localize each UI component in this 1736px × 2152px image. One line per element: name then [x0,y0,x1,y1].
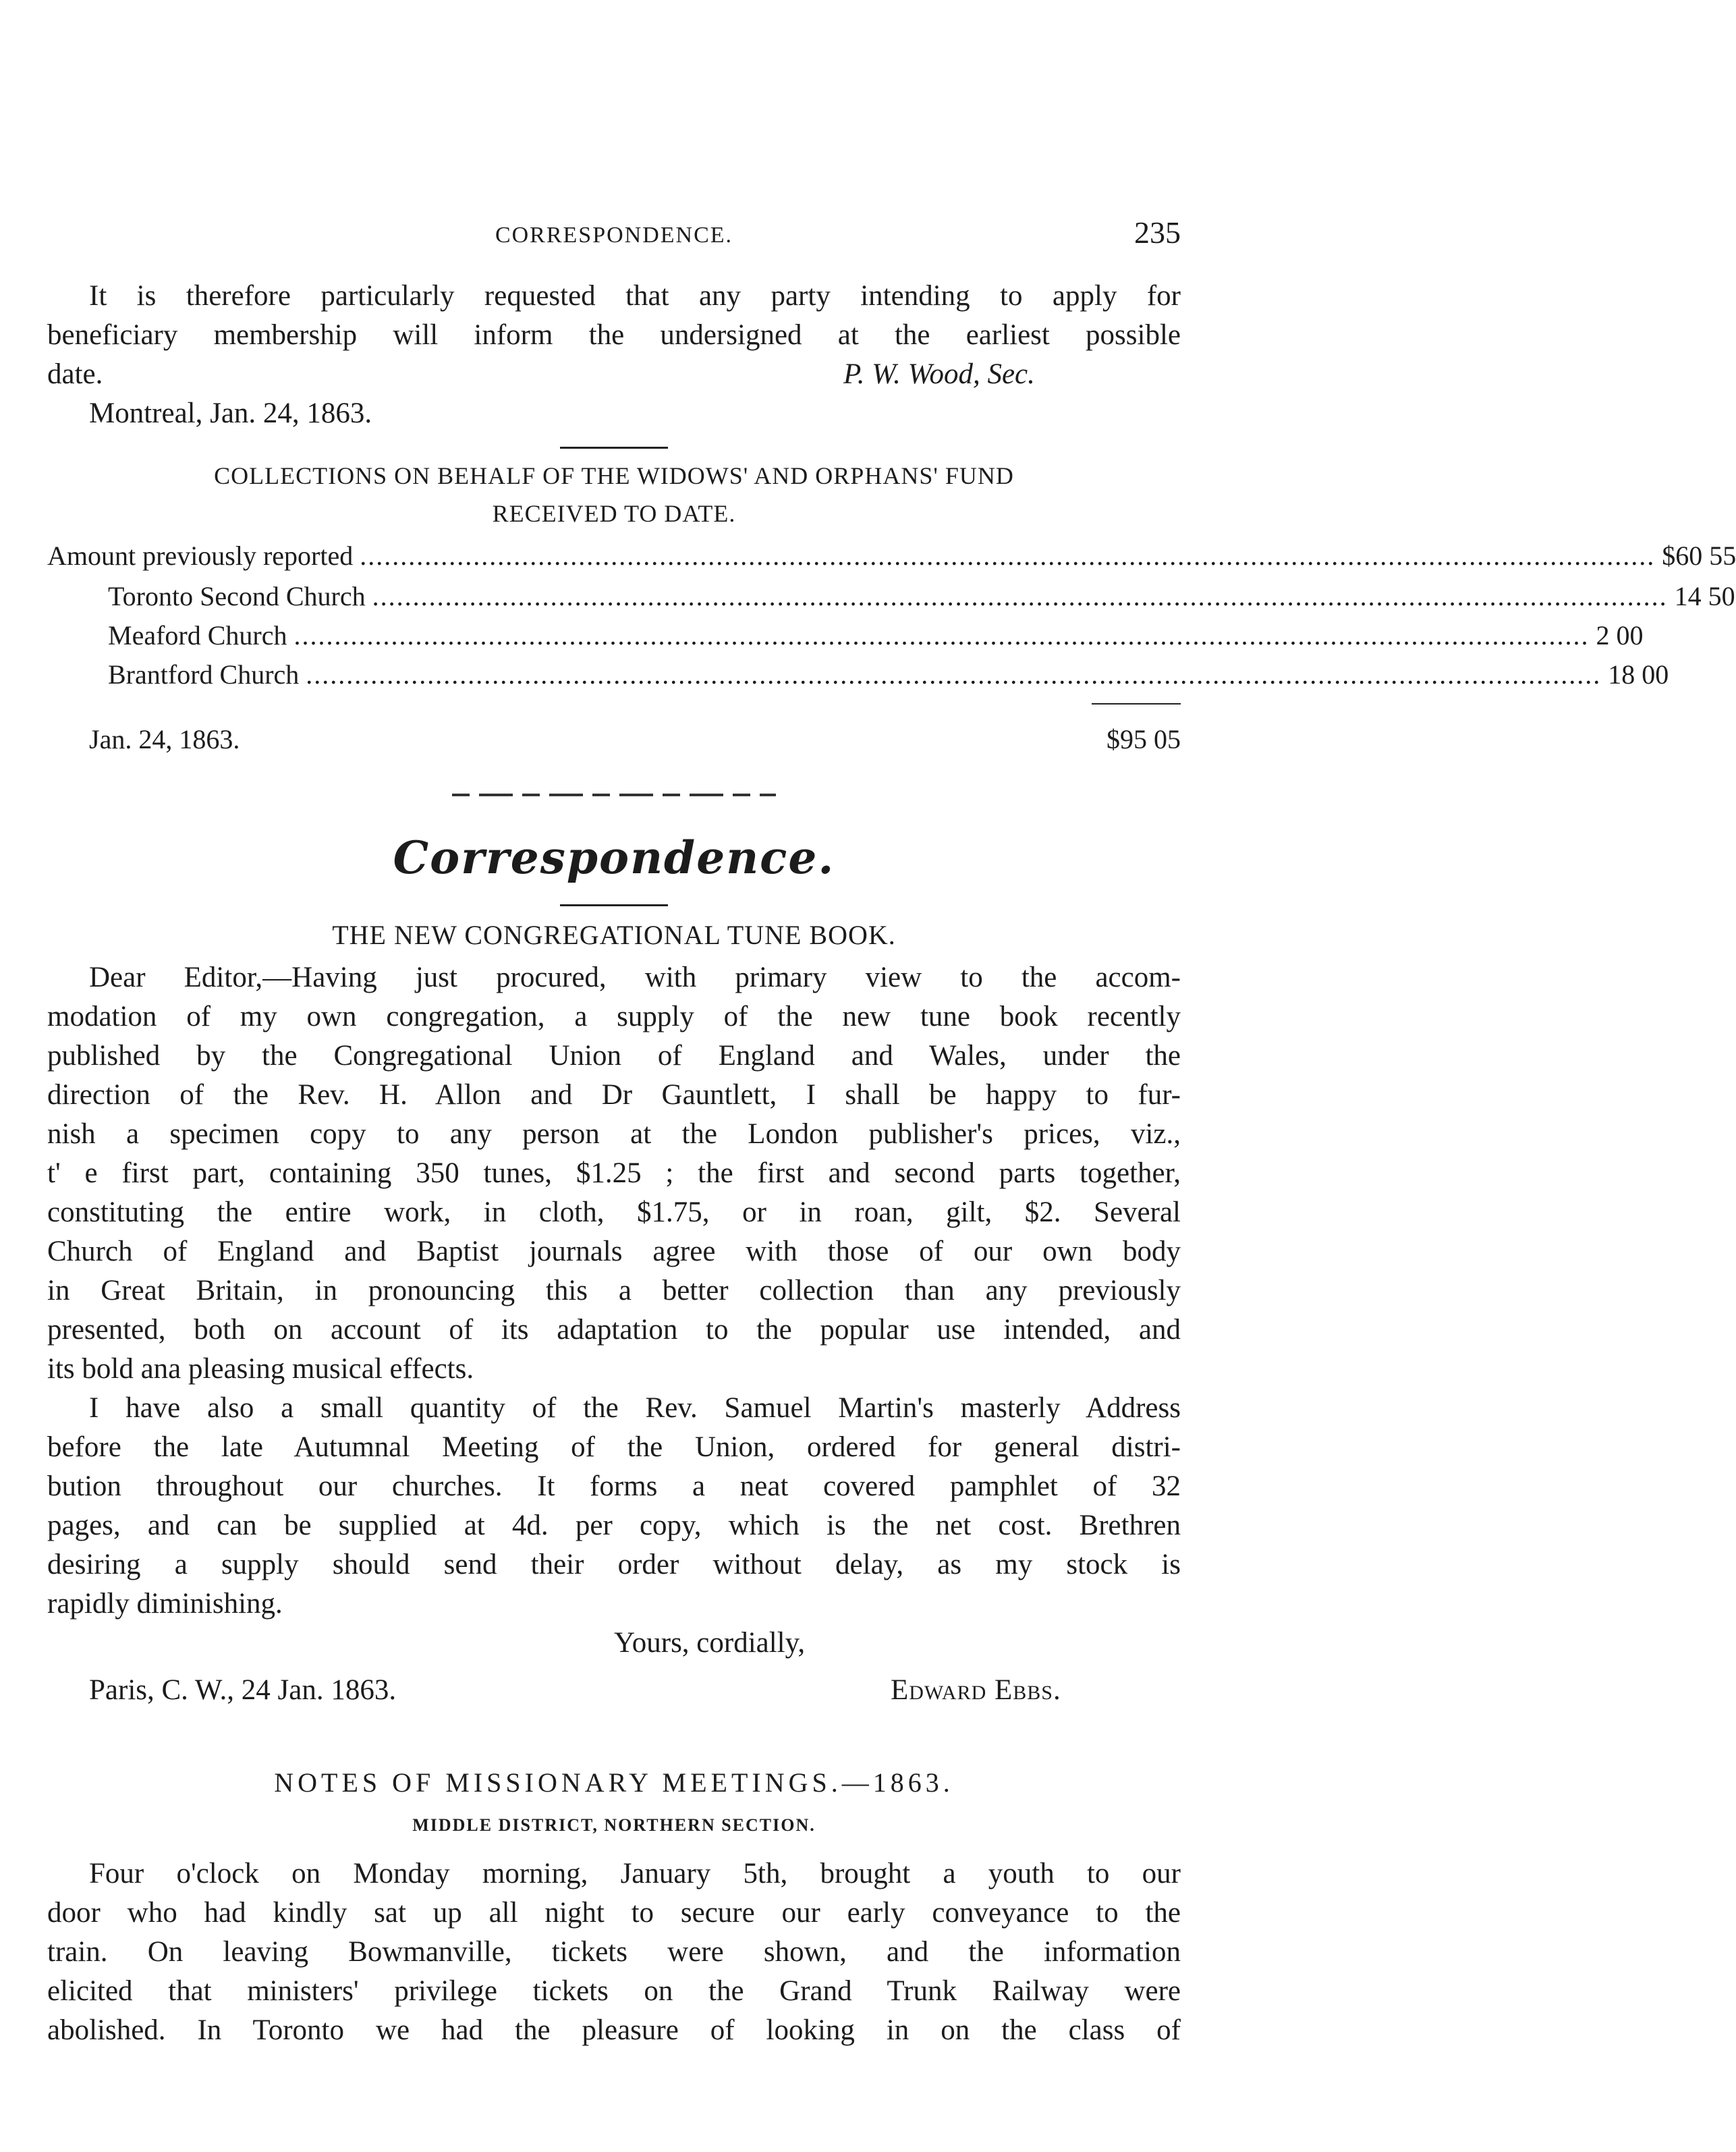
notes-line: elicited that ministers' privilege tickets on the Grand Trunk Railway were [47,1975,1181,2007]
letter-line: I have also a small quantity of the Rev. Samuel Martin's masterly Address [89,1392,1181,1424]
letter-line: direction of the Rev. H. Allon and Dr Gauntlett, I shall be happy to fur- [47,1079,1181,1111]
letter-dateline: Paris, C. W., 24 Jan. 1863. [89,1674,397,1706]
letter-line: t' e first part, containing 350 tunes, $1.25 ; the first and second parts together, [47,1157,1181,1189]
letter-line: modation of my own congregation, a supply of the new tune book recently [47,1001,1181,1032]
letter-line: bution throughout our churches. It forms a neat covered pamphlet of 32 [47,1470,1181,1502]
letter-signature: Edward Ebbs. [891,1674,1061,1706]
short-rule [560,904,668,906]
row-amount: $60 55 [1662,541,1736,571]
section-heading: Correspondence. [393,831,835,884]
notes-line: abolished. In Toronto we had the pleasure of looking in on the class of [47,2014,1181,2046]
letter-line: Church of England and Baptist journals agree with those of our own body [47,1236,1181,1267]
letter-line: in Great Britain, in pronouncing this a better collection than any previously [47,1275,1181,1306]
collections-row [108,619,1644,651]
row-label: Meaford Church [108,620,287,651]
letter-line: rapidly diminishing. [47,1588,283,1620]
notes-line: door who had kindly sat up all night to secure our early conveyance to the [47,1897,1181,1929]
page-number: 235 [1134,215,1181,250]
letter-line: desiring a supply should send their order without delay, as my stock is [47,1549,1181,1580]
notes-line: train. On leaving Bowmanville, tickets were shown, and the information [47,1936,1181,1968]
row-amount: 2 00 [1596,620,1644,651]
leader-dots: ................................................................................................................................................................ [293,620,1590,651]
collections-total: $95 05 [1107,724,1181,754]
notes-subtitle: MIDDLE DISTRICT, NORTHERN SECTION. [412,1815,816,1835]
notes-title: NOTES OF MISSIONARY MEETINGS.—1863. [274,1767,954,1798]
notice-line-1: It is therefore particularly requested that any party intending to apply for [89,280,1181,312]
row-label: Amount previously reported [47,541,354,571]
running-head-title: CORRESPONDENCE. [495,223,733,248]
row-amount: 14 50 [1674,581,1735,611]
row-amount: 18 00 [1608,659,1669,690]
leader-dots: ................................................................................................................................................................ [306,659,1602,690]
leader-dots: ................................................................................................................................................................ [360,541,1656,571]
letter-line: its bold ana pleasing musical effects. [47,1353,474,1385]
notice-signature: P. W. Wood, Sec. [843,358,1035,390]
letter-closing: Yours, cordially, [614,1627,806,1659]
letter-line: Dear Editor,—Having just procured, with primary view to the accom- [89,962,1181,993]
letter-line: constituting the entire work, in cloth, $1.75, or in roan, gilt, $2. Several [47,1196,1181,1228]
letter-line: nish a specimen copy to any person at the London publisher's prices, viz., [47,1118,1181,1150]
collections-row [108,580,1735,612]
collections-row [108,659,1669,690]
letter-title: THE NEW CONGREGATIONAL TUNE BOOK. [332,920,896,950]
row-label: Toronto Second Church [108,581,366,611]
notes-line: Four o'clock on Monday morning, January 5th, brought a youth to our [89,1858,1181,1889]
notice-line-2: beneficiary membership will inform the undersigned at the earliest possible [47,319,1181,351]
ornamental-divider [452,794,776,796]
notice-dateline: Montreal, Jan. 24, 1863. [89,397,372,429]
total-rule [1092,703,1181,705]
short-rule [560,447,668,449]
collections-row [47,540,1736,572]
notice-last-line: date. [47,358,103,390]
collections-date: Jan. 24, 1863. [89,724,240,754]
letter-line: published by the Congregational Union of England and Wales, under the [47,1040,1181,1072]
row-label: Brantford Church [108,659,300,690]
collections-subtitle: RECEIVED TO DATE. [492,500,736,527]
letter-line: before the late Autumnal Meeting of the Union, ordered for general distri- [47,1431,1181,1463]
collections-title: COLLECTIONS ON BEHALF OF THE WIDOWS' AND ORPHANS' FUND [214,462,1014,489]
letter-line: presented, both on account of its adaptation to the popular use intended, and [47,1314,1181,1346]
leader-dots: ................................................................................................................................................................ [372,581,1668,611]
letter-line: pages, and can be supplied at 4d. per copy, which is the net cost. Brethren [47,1510,1181,1541]
